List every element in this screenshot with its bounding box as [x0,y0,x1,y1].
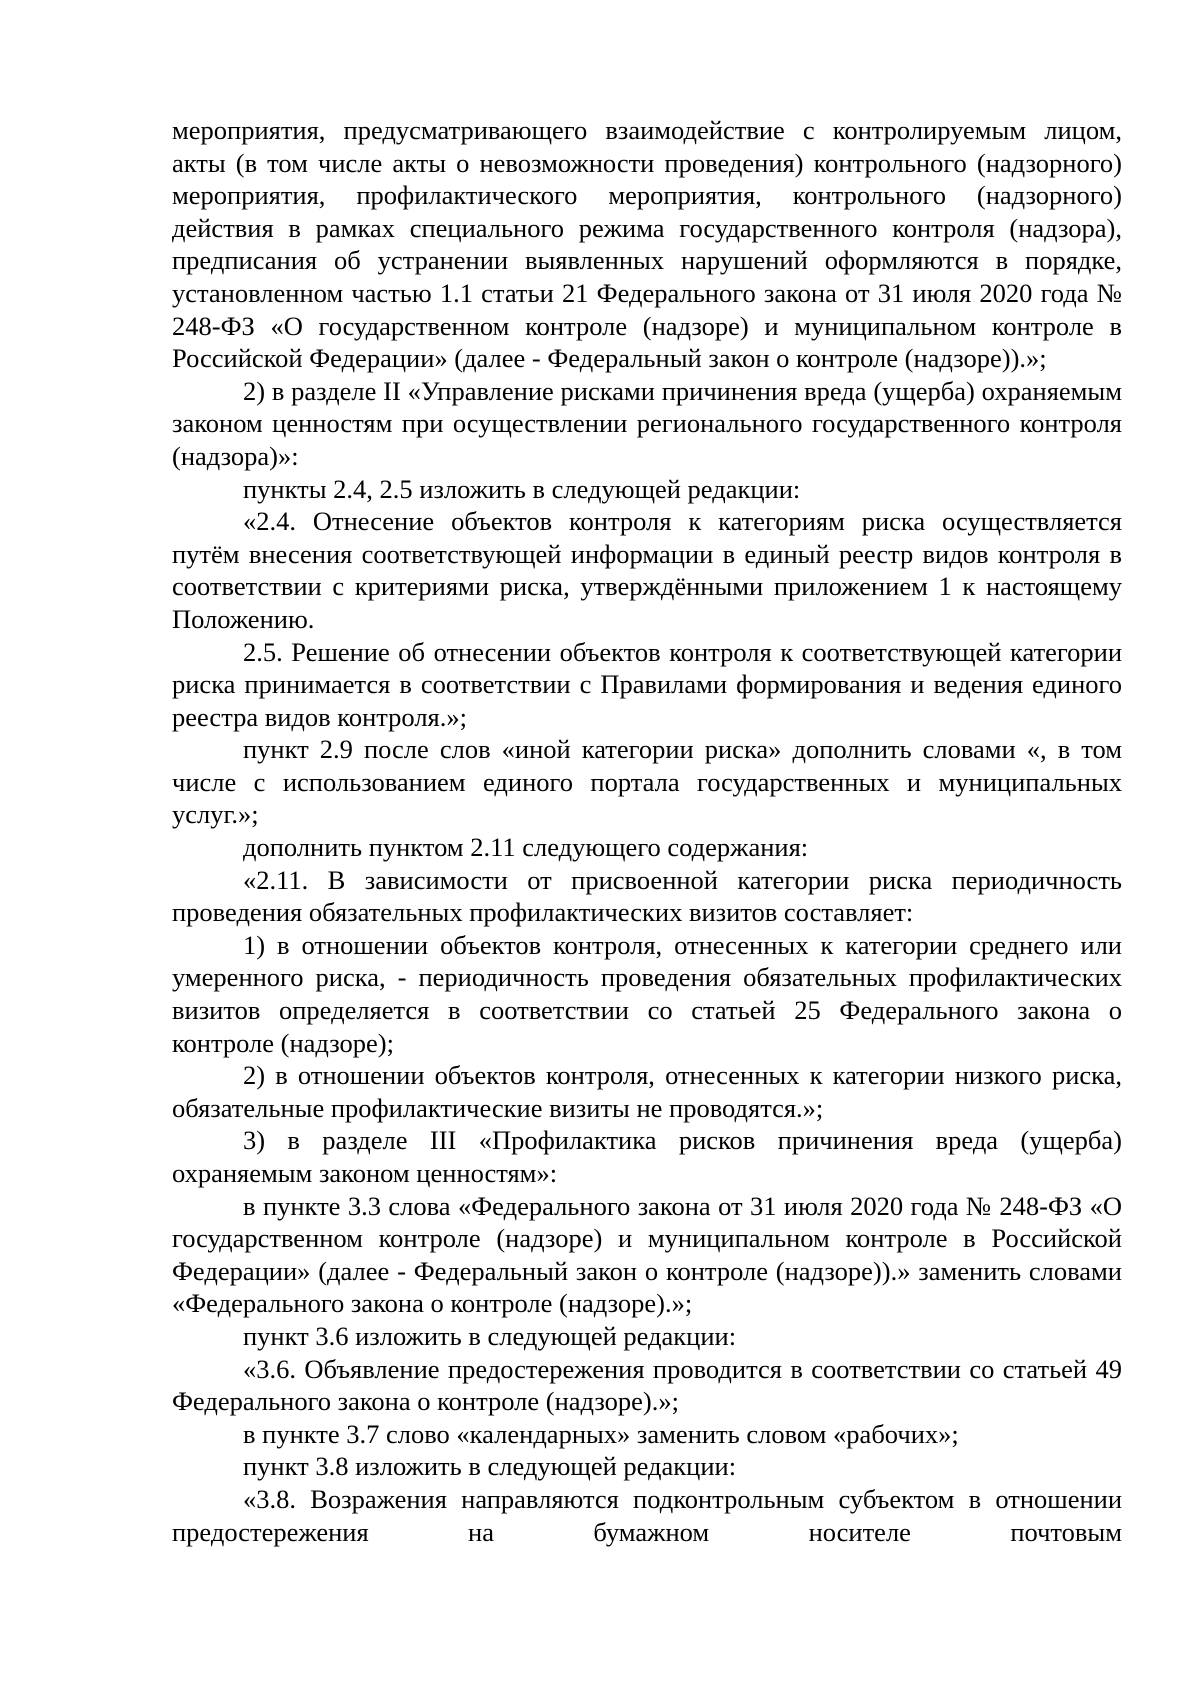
paragraph-5: 2.5. Решение об отнесении объектов контроля к соответствующей категории риска принимается в соответствии с Правилами формирования и ведения единого реестра видов контроля.»; [172,636,1122,732]
paragraph-3: пункты 2.4, 2.5 изложить в следующей редакции: [243,473,801,504]
paragraph-12: в пункте 3.3 слова «Федерального закона от 31 июля 2020 года № 248-ФЗ «О государственном контроле (надзоре) и муниципальном контроле в Российской Федерации» (далее - Федеральный закон о контроле (надзоре)).» заменить словами «Федерального закона о контроле (надзоре).»; [172,1190,1122,1319]
paragraph-4: «2.4. Отнесение объектов контроля к категориям риска осуществляется путём внесения соответствующей информации в единый реестр видов контроля в соответствии с критериями риска, утверждёнными приложением 1 к настоящему Положению. [172,506,1122,634]
paragraph-10: 2) в отношении объектов контроля, отнесенных к категории низкого риска, обязательные профилактические визиты не проводятся.»; [172,1060,1122,1123]
paragraph-17: «3.8. Возражения направляются подконтрольным субъектом в отношении предостережения на бумажном носителе почтовым [172,1483,1122,1547]
paragraph-9: 1) в отношении объектов контроля, отнесенных к категории среднего или умеренного риска, - периодичность проведения обязательных профилактических визитов определяется в соответствии со статьей 25 Федерального закона о контроле (надзоре); [172,929,1122,1058]
paragraph-8: «2.11. В зависимости от присвоенной категории риска периодичность проведения обязательных профилактических визитов составляет: [172,864,1122,928]
paragraph-1: мероприятия, предусматривающего взаимодействие с контролируемым лицом, акты (в том числе акты о невозможности проведения) контрольного (надзорного) мероприятия, профилактического мероприятия, контрольного (надзорного) действия в рамках специального режима государственного контроля (надзора), предписания об устранении выявленных нарушений оформляются в порядке, установленном частью 1.1 статьи 21 Федерального закона от 31 июля 2020 года № 248-ФЗ «О государственном контроле (надзоре) и муниципальном контроле в Российской Федерации» (далее - Федеральный закон о контроле (надзоре)).»; [172,115,1122,374]
document-page [172,114,1122,1548]
paragraph-11: 3) в разделе III «Профилактика рисков причинения вреда (ущерба) охраняемым законом ценностям»: [172,1125,1122,1188]
paragraph-7: дополнить пунктом 2.11 следующего содержания: [243,832,809,863]
paragraph-16: пункт 3.8 изложить в следующей редакции: [243,1451,737,1482]
paragraph-2: 2) в разделе II «Управление рисками причинения вреда (ущерба) охраняемым законом ценностям при осуществлении регионального государственного контроля (надзора)»: [172,375,1122,471]
paragraph-15: в пункте 3.7 слово «календарных» заменить словом «рабочих»; [243,1418,959,1449]
paragraph-14: «3.6. Объявление предостережения проводится в соответствии со статьей 49 Федерального закона о контроле (надзоре).»; [172,1353,1122,1417]
paragraph-6: пункт 2.9 после слов «иной категории риска» дополнить словами «, в том числе с использованием единого портала государственных и муниципальных услуг.»; [172,734,1122,830]
paragraph-13: пункт 3.6 изложить в следующей редакции: [243,1320,737,1351]
